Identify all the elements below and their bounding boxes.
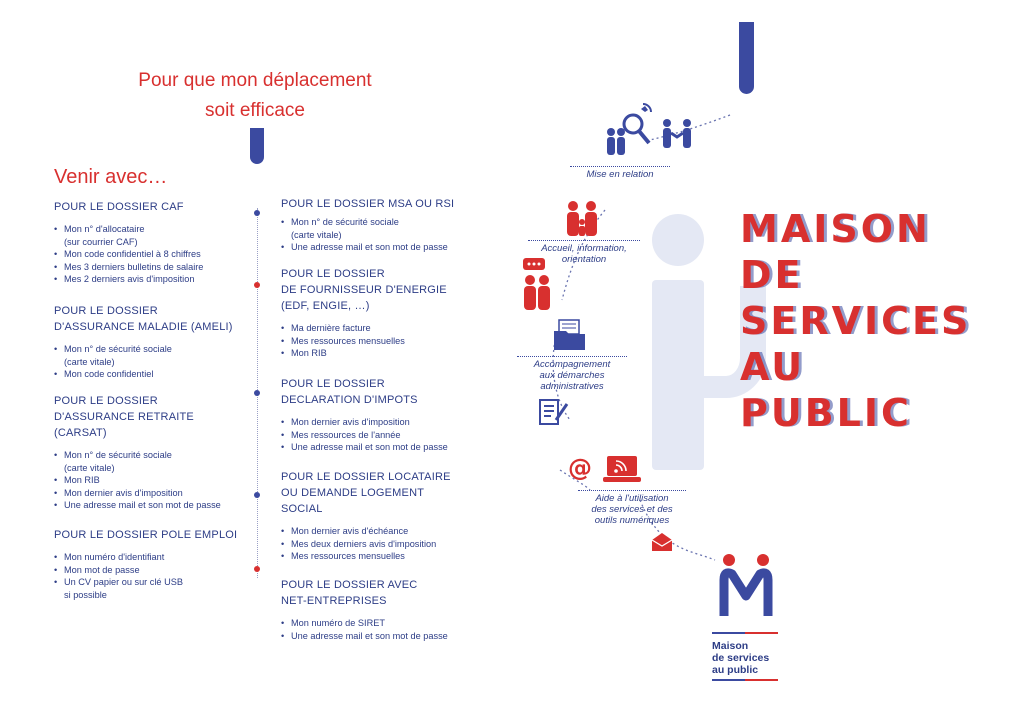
list-item: • Mon n° de sécurité sociale (carte vitale)	[54, 343, 249, 368]
item-list	[281, 416, 481, 454]
divider-dot	[254, 566, 260, 572]
item-list	[281, 216, 481, 254]
list-item: • Mes 2 derniers avis d'imposition	[54, 273, 249, 286]
people-search-icon	[603, 100, 663, 160]
section-title	[54, 303, 249, 335]
section-title-line: POUR LE DOSSIER LOCATAIRE	[281, 471, 451, 483]
section-title-line: POUR LE DOSSIER AVEC	[281, 579, 418, 591]
step-caption-relation	[570, 166, 670, 180]
step-caption-accompagnement	[517, 356, 627, 392]
list-item: • Mon n° de sécurité sociale (carte vitale)	[281, 216, 481, 241]
checklist-pen-icon	[538, 398, 570, 428]
list-item: • Mon dernier avis d'imposition	[281, 416, 481, 429]
section-title-line: POUR LE DOSSIER	[281, 268, 385, 280]
list-item: • Mes ressources mensuelles	[281, 550, 481, 563]
caption-divider	[578, 490, 686, 491]
brand-title	[740, 206, 971, 436]
item-list	[281, 617, 481, 642]
list-item: • Une adresse mail et son mot de passe	[281, 630, 481, 643]
item-list	[54, 223, 249, 286]
section-title-line: D'ASSURANCE MALADIE (AMELI)	[54, 321, 233, 333]
logo-text	[712, 640, 769, 676]
at-sign-icon	[566, 454, 594, 482]
section-title-line: (CARSAT)	[54, 427, 107, 439]
section-title-line: POUR LE DOSSIER	[54, 305, 158, 317]
divider-dot	[254, 210, 260, 216]
caption-line: administratives	[540, 381, 604, 392]
item-list	[281, 525, 481, 563]
section-title	[281, 196, 481, 212]
item-list	[54, 449, 249, 512]
logo-text-line: Maison	[712, 640, 749, 652]
caption-line: Aide à l'utilisation	[595, 493, 669, 504]
section-title-line: POUR LE DOSSIER	[54, 395, 158, 407]
divider-dot	[254, 390, 260, 396]
logo-text-line: de services	[712, 652, 770, 664]
section-title-line: D'ASSURANCE RETRAITE	[54, 411, 194, 423]
headline-line-1: Pour que mon déplacement	[138, 70, 372, 91]
list-item: • Mes ressources de l'année	[281, 429, 481, 442]
headline-line-2: soit efficace	[205, 100, 305, 121]
logo-bar-top	[712, 632, 778, 634]
section-title	[281, 577, 481, 609]
section-title-line: (EDF, ENGIE, …)	[281, 300, 370, 312]
list-item: • Mon code confidentiel à 8 chiffres	[54, 248, 249, 261]
laptop-rss-icon	[601, 454, 643, 486]
list-item: • Mon dernier avis d'imposition	[54, 487, 249, 500]
section-energie	[281, 266, 481, 360]
section-title	[281, 469, 481, 517]
caption-line: Mise en relation	[586, 169, 654, 180]
section-msa-rsi	[281, 196, 481, 254]
section-title	[54, 199, 249, 215]
list-item: • Mon RIB	[281, 347, 481, 360]
list-item: • Ma dernière facture	[281, 322, 481, 335]
brand-title-line: PUBLIC	[740, 391, 912, 435]
section-title-line: DECLARATION D'IMPOTS	[281, 394, 418, 406]
item-list	[281, 322, 481, 360]
section-title	[281, 376, 481, 408]
list-item: • Mon dernier avis d'échéance	[281, 525, 481, 538]
venir-avec-heading: Venir avec…	[54, 166, 168, 188]
caption-divider	[517, 356, 627, 357]
caption-line: des services et des	[591, 504, 673, 515]
item-list	[54, 343, 249, 381]
caption-divider	[570, 166, 670, 167]
section-title	[54, 527, 254, 543]
headline-accent-bar	[250, 128, 264, 164]
list-item: • Mes ressources mensuelles	[281, 335, 481, 348]
item-list	[54, 551, 254, 601]
caption-line: Accueil, information,	[541, 243, 627, 254]
list-item: • Une adresse mail et son mot de passe	[281, 241, 481, 254]
section-title	[281, 266, 481, 314]
handshake-icon	[660, 118, 694, 152]
headline	[100, 66, 410, 126]
logo-bar-bottom	[712, 679, 778, 681]
divider-dot	[254, 282, 260, 288]
envelope-icon	[651, 532, 673, 552]
list-item: • Mon code confidentiel	[54, 368, 249, 381]
folder-documents-icon	[553, 319, 587, 351]
list-item: • Une adresse mail et son mot de passe	[281, 441, 481, 454]
caption-line: outils numériques	[594, 515, 670, 526]
section-title	[54, 393, 249, 441]
section-title-line: POUR LE DOSSIER MSA OU RSI	[281, 198, 455, 210]
brand-title-line: DE	[740, 253, 804, 297]
section-logement	[281, 469, 481, 563]
section-ameli	[54, 303, 249, 381]
caption-line: orientation	[561, 254, 607, 265]
list-item: • Mon n° de sécurité sociale (carte vitale)	[54, 449, 249, 474]
brand-title-line: SERVICES	[740, 299, 972, 343]
section-title-line: POUR LE DOSSIER CAF	[54, 201, 184, 213]
brand-title-line: AU	[740, 345, 806, 389]
section-caf	[54, 199, 249, 286]
section-carsat	[54, 393, 249, 512]
list-item: • Mon numéro de SIRET	[281, 617, 481, 630]
msap-logo-icon	[718, 552, 774, 620]
section-title-line: OU DEMANDE LOGEMENT	[281, 487, 425, 499]
list-item: • Mes deux derniers avis d'imposition	[281, 538, 481, 551]
section-net-entreprises	[281, 577, 481, 642]
step-caption-numerique	[578, 490, 686, 526]
caption-divider	[528, 240, 640, 241]
list-item: • Une adresse mail et son mot de passe	[54, 499, 249, 512]
chat-people-icon	[520, 256, 556, 312]
caption-line: aux démarches	[539, 370, 605, 381]
family-icon	[563, 200, 603, 240]
list-item: • Mes 3 derniers bulletins de salaire	[54, 261, 249, 274]
section-title-line: NET-ENTREPRISES	[281, 595, 387, 607]
top-accent-bar	[739, 22, 754, 94]
logo-text-line: au public	[712, 664, 759, 676]
caption-line: Accompagnement	[533, 359, 611, 370]
list-item: • Mon numéro d'identifiant	[54, 551, 254, 564]
section-impots	[281, 376, 481, 454]
divider-dot	[254, 492, 260, 498]
list-item: • Mon n° d'allocataire (sur courrier CAF)	[54, 223, 249, 248]
list-item: • Mon mot de passe	[54, 564, 254, 577]
list-item: • Un CV papier ou sur clé USB si possible	[54, 576, 254, 601]
section-title-line: DE FOURNISSEUR D'ENERGIE	[281, 284, 447, 296]
section-pole-emploi	[54, 527, 254, 601]
section-title-line: SOCIAL	[281, 503, 323, 515]
section-title-line: POUR LE DOSSIER POLE EMPLOI	[54, 529, 238, 541]
section-title-line: POUR LE DOSSIER	[281, 378, 385, 390]
list-item: • Mon RIB	[54, 474, 249, 487]
svg-text:@: @	[568, 454, 592, 482]
brand-title-line: MAISON	[740, 207, 931, 251]
